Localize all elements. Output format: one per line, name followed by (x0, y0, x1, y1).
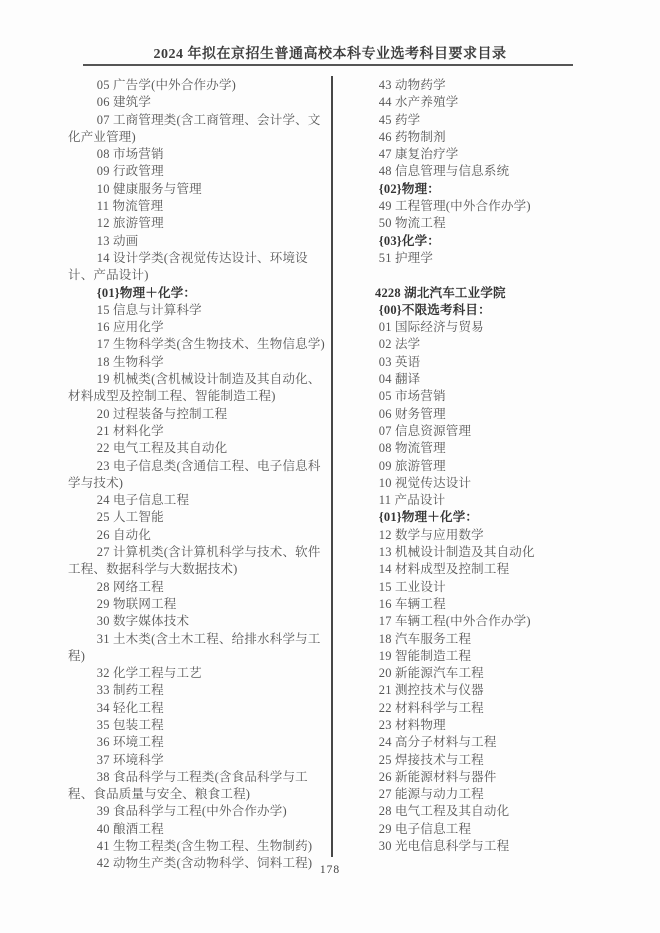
list-item: 08 市场营销 (96, 147, 164, 162)
list-item: 17 车辆工程(中外合作办学) (378, 614, 531, 629)
section-heading: {03}化学： (378, 233, 441, 248)
list-item: 03 英语 (378, 354, 421, 369)
list-item: 27 能源与动力工程 (378, 787, 484, 802)
list-item: 15 信息与计算科学 (96, 302, 202, 317)
list-item: 09 行政管理 (96, 164, 164, 179)
list-item: 06 财务管理 (378, 406, 446, 421)
list-item: 24 电子信息工程 (96, 493, 190, 508)
list-item: 30 数字媒体技术 (96, 614, 190, 629)
list-item: 17 生物科学类(含生物技术、生物信息学) (96, 337, 325, 352)
list-item: 12 旅游管理 (96, 216, 164, 231)
list-item: 21 测控技术与仪器 (378, 683, 484, 698)
list-item: 06 建筑学 (96, 95, 152, 110)
list-item: 45 药学 (378, 112, 421, 127)
list-item: 10 健康服务与管理 (96, 181, 202, 196)
list-item: 41 生物工程类(含生物工程、生物制药) (96, 839, 313, 854)
list-item: 13 动画 (96, 233, 139, 248)
list-item: 14 设计学类(含视觉传达设计、环境设计、产品设计) (68, 250, 308, 283)
list-item: 44 水产养殖学 (378, 95, 459, 110)
list-item: 37 环境科学 (96, 752, 164, 767)
list-item: 12 数学与应用数学 (378, 527, 484, 542)
column-divider (331, 76, 333, 857)
list-item: 46 药物制剂 (378, 129, 446, 144)
section-heading: {01}物理＋化学： (96, 285, 197, 300)
list-item: 28 电气工程及其自动化 (378, 804, 510, 819)
list-item: 07 工商管理类(含工商管理、会计学、文化产业管理) (68, 112, 321, 144)
school-heading: 4228 湖北汽车工业学院 (375, 285, 506, 300)
list-item: 49 工程管理(中外合作办学) (378, 199, 531, 214)
list-item: 27 计算机类(含计算机科学与技术、软件工程、数据科学与大数据技术) (68, 545, 321, 577)
list-item: 11 产品设计 (378, 493, 446, 508)
list-item: 22 材料科学与工程 (378, 700, 484, 715)
blank-line (350, 267, 608, 284)
list-item: 19 机械类(含机械设计制造及其自动化、材料成型及控制工程、智能制造工程) (68, 372, 321, 404)
list-item: 20 新能源汽车工程 (378, 666, 484, 681)
list-item: 38 食品科学与工程类(含食品科学与工程、食品质量与安全、粮食工程) (68, 769, 308, 802)
page-number: 178 (319, 864, 341, 876)
list-item: 25 人工智能 (96, 510, 164, 525)
list-item: 29 电子信息工程 (378, 821, 472, 836)
list-item: 30 光电信息科学与工程 (378, 839, 510, 854)
list-item: 08 物流管理 (378, 441, 446, 456)
list-item: 14 材料成型及控制工程 (378, 562, 510, 577)
list-item: 47 康复治疗学 (378, 147, 459, 162)
list-item: 42 动物生产类(含动物科学、饲料工程) (96, 856, 313, 871)
list-item: 02 法学 (378, 337, 421, 352)
list-item: 26 新能源材料与器件 (378, 769, 497, 784)
list-item: 18 生物科学 (96, 354, 164, 369)
list-item: 25 焊接技术与工程 (378, 752, 484, 767)
list-item: 22 电气工程及其自动化 (96, 441, 228, 456)
list-item: 09 旅游管理 (378, 458, 446, 473)
list-item: 05 广告学(中外合作办学) (96, 78, 237, 92)
list-item: 04 翻译 (378, 372, 421, 387)
list-item: 28 网络工程 (96, 579, 164, 594)
left-column (68, 77, 330, 873)
list-item: 01 国际经济与贸易 (378, 320, 484, 335)
list-item: 23 电子信息类(含通信工程、电子信息科学与技术) (68, 458, 321, 490)
list-item: 19 智能制造工程 (378, 648, 472, 663)
list-item: 39 食品科学与工程(中外合作办学) (96, 804, 287, 819)
list-item: 13 机械设计制造及其自动化 (378, 545, 535, 560)
list-item: 21 材料化学 (96, 423, 164, 438)
list-item: 31 土木类(含土木工程、给排水科学与工程) (68, 631, 321, 663)
list-item: 18 汽车服务工程 (378, 631, 472, 646)
list-item: 32 化学工程与工艺 (96, 666, 202, 681)
list-item: 10 视觉传达设计 (378, 475, 472, 490)
list-item: 43 动物药学 (378, 78, 446, 92)
list-item: 20 过程装备与控制工程 (96, 406, 228, 421)
title-underline-rule (83, 64, 573, 66)
list-item: 50 物流工程 (378, 216, 446, 231)
list-item: 23 材料物理 (378, 717, 446, 732)
section-heading: {02}物理： (378, 181, 441, 196)
list-item: 15 工业设计 (378, 579, 446, 594)
list-item: 48 信息管理与信息系统 (378, 164, 510, 179)
list-item: 34 轻化工程 (96, 700, 164, 715)
right-column (350, 77, 608, 855)
list-item: 16 应用化学 (96, 320, 164, 335)
list-item: 24 高分子材料与工程 (378, 735, 497, 750)
list-item: 29 物联网工程 (96, 596, 177, 611)
list-item: 51 护理学 (378, 250, 434, 265)
page-title: 2024 年拟在京招生普通高校本科专业选考科目要求目录 (153, 47, 507, 62)
section-heading: {00}不限选考科目： (378, 302, 491, 317)
list-item: 11 物流管理 (96, 199, 164, 214)
list-item: 07 信息资源管理 (378, 423, 472, 438)
list-item: 40 酿酒工程 (96, 821, 164, 836)
list-item: 16 车辆工程 (378, 596, 446, 611)
section-heading: {01}物理＋化学： (378, 510, 479, 525)
list-item: 26 自动化 (96, 527, 152, 542)
list-item: 35 包装工程 (96, 717, 164, 732)
list-item: 36 环境工程 (96, 735, 164, 750)
list-item: 05 市场营销 (378, 389, 446, 404)
list-item: 33 制药工程 (96, 683, 164, 698)
